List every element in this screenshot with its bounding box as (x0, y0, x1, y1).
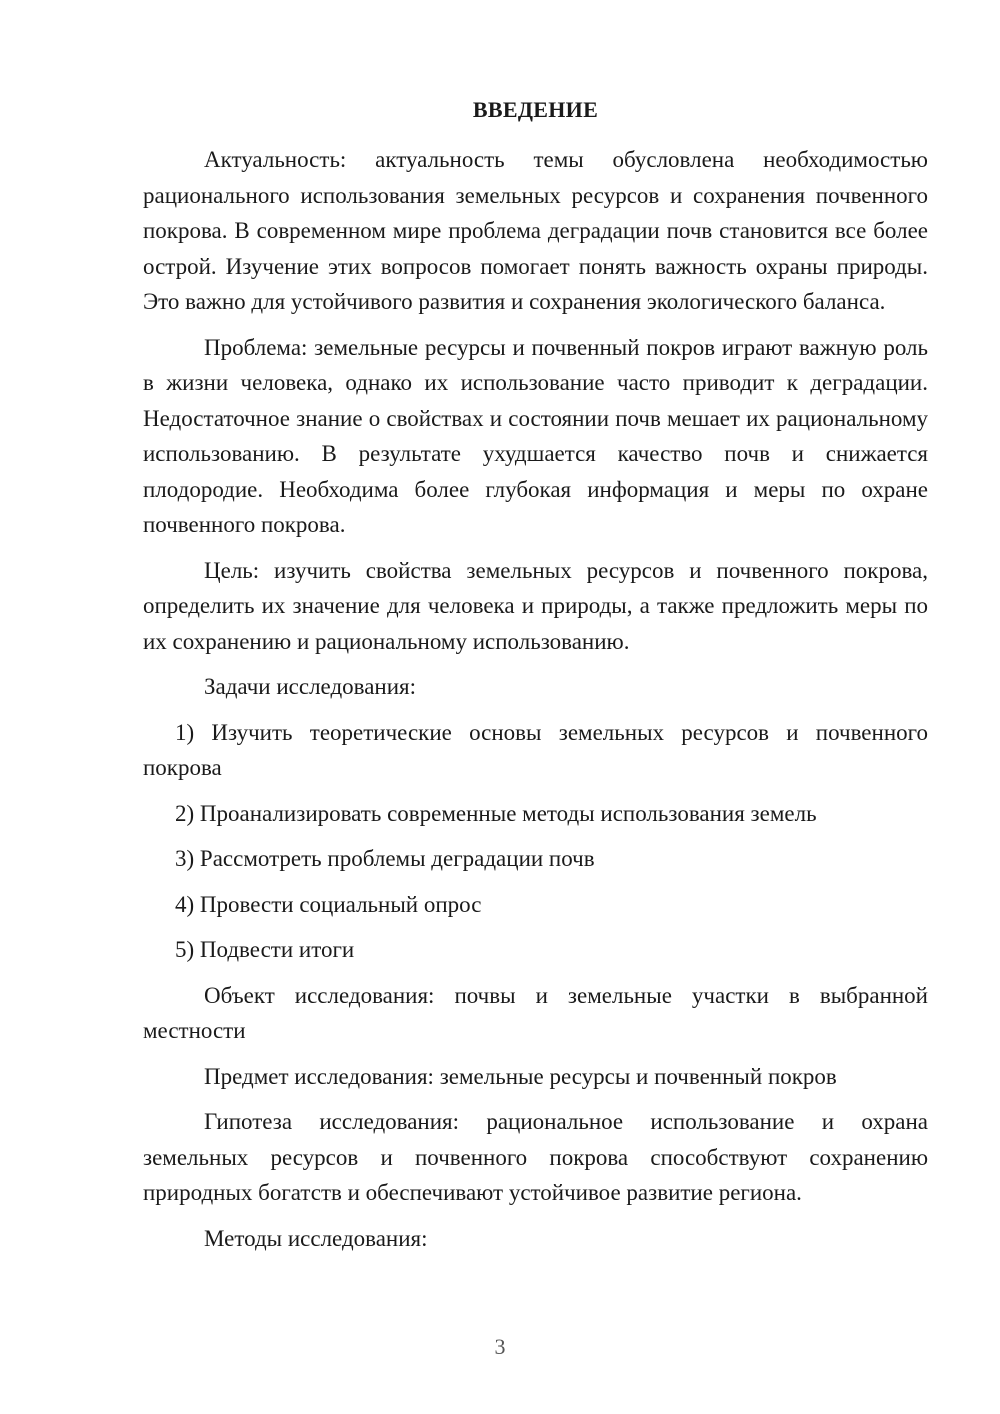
task-item: 5) Подвести итоги (175, 937, 355, 962)
relevance-paragraph: Актуальность: актуальность темы обусловлена необходимостью рационального использования земельных ресурсов и сохранения почвенного покрова. В современном мире проблема деградации почв становится все более острой. Изучение этих вопросов помогает понять важность охраны природы. Это важно для устойчивого развития и сохранения экологического баланса. (143, 147, 928, 314)
document-page (143, 96, 928, 1256)
tasks-heading: Задачи исследования: (204, 674, 417, 699)
task-item: 1) Изучить теоретические основы земельных ресурсов и почвенного покрова (143, 719, 928, 780)
goal-paragraph: Цель: изучить свойства земельных ресурсов и почвенного покрова, определить их значение для человека и природы, а также предложить меры по их сохранению и рациональному использованию. (143, 557, 928, 654)
task-item: 3) Рассмотреть проблемы деградации почв (175, 846, 595, 871)
page-number: 3 (494, 1334, 506, 1359)
page-title: ВВЕДЕНИЕ (472, 97, 599, 122)
subject-paragraph: Предмет исследования: земельные ресурсы и почвенный покров (204, 1063, 837, 1089)
problem-paragraph: Проблема: земельные ресурсы и почвенный покров играют важную роль в жизни человека, однако их использование часто приводит к деградации. Недостаточное знание о свойствах и состоянии почв мешает их рациональному использованию. В результате ухудшается качество почв и снижается плодородие. Необходима более глубокая информация и меры по охране почвенного покрова. (143, 334, 928, 537)
methods-paragraph: Методы исследования: (204, 1225, 428, 1251)
object-paragraph: Объект исследования: почвы и земельные участки в выбранной местности (143, 982, 928, 1043)
task-item: 2) Проанализировать современные методы использования земель (175, 800, 817, 826)
hypothesis-paragraph: Гипотеза исследования: рациональное использование и охрана земельных ресурсов и почвенного покрова способствуют сохранению природных богатств и обеспечивают устойчивое развитие региона. (143, 1109, 928, 1205)
task-item: 4) Провести социальный опрос (175, 891, 482, 917)
